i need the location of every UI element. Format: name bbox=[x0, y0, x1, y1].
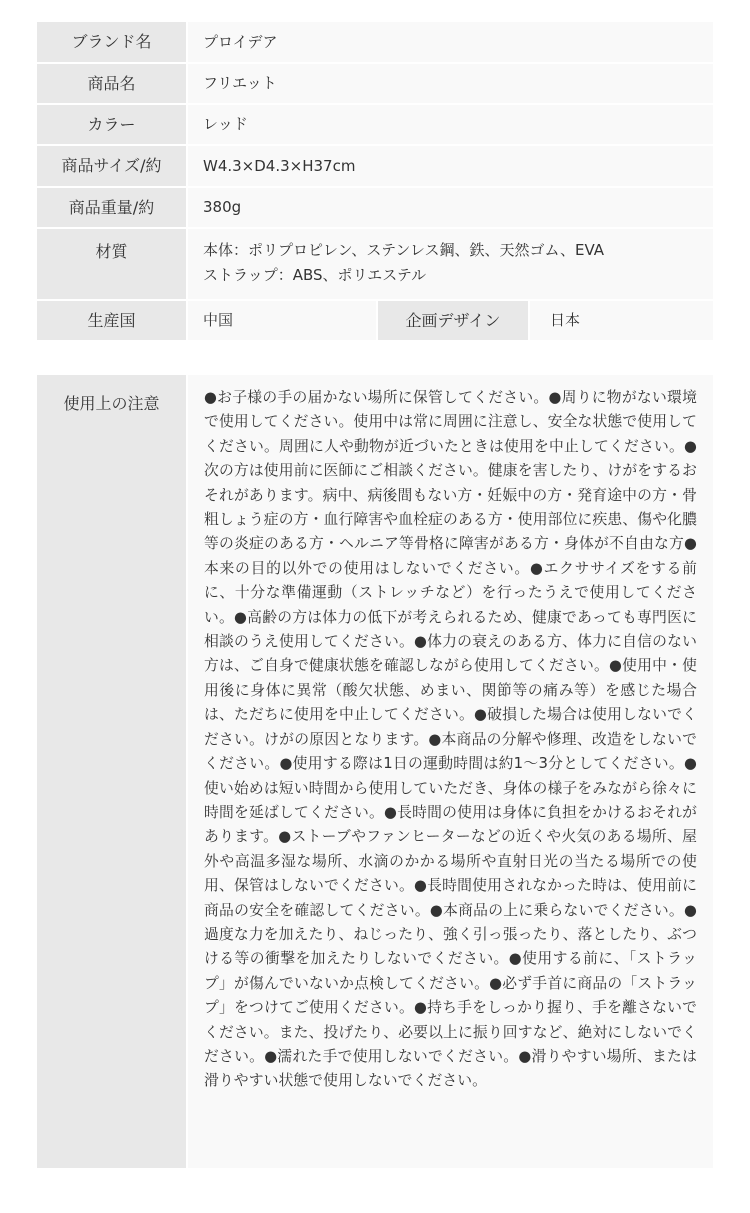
material-value bbox=[188, 229, 713, 299]
spec-table bbox=[37, 22, 713, 342]
origin-label: 生産国 bbox=[37, 301, 186, 340]
size-label: 商品サイズ/約 bbox=[37, 146, 186, 186]
size-value: W4.3×D4.3×H37cm bbox=[188, 146, 713, 186]
origin-design-group bbox=[188, 301, 713, 340]
product-value: フリエット bbox=[188, 64, 713, 103]
color-label: カラー bbox=[37, 105, 186, 144]
design-value: 日本 bbox=[530, 301, 713, 340]
usage-notes-section bbox=[37, 375, 713, 1168]
origin-value: 中国 bbox=[188, 301, 376, 340]
material-label: 材質 bbox=[37, 229, 186, 299]
spec-row-origin bbox=[37, 301, 713, 340]
spec-row-size bbox=[37, 146, 713, 186]
weight-value: 380g bbox=[188, 188, 713, 227]
material-line-body: 本体：ポリプロピレン、ステンレス鋼、鉄、天然ゴム、EVA bbox=[203, 241, 605, 259]
spec-row-weight bbox=[37, 188, 713, 227]
brand-value: プロイデア bbox=[188, 22, 713, 62]
spec-row-material bbox=[37, 229, 713, 299]
brand-label: ブランド名 bbox=[37, 22, 186, 62]
design-label: 企画デザイン bbox=[378, 301, 528, 340]
product-label: 商品名 bbox=[37, 64, 186, 103]
spec-row-product bbox=[37, 64, 713, 103]
color-value: レッド bbox=[188, 105, 713, 144]
spec-row-brand bbox=[37, 22, 713, 62]
weight-label: 商品重量/約 bbox=[37, 188, 186, 227]
material-line-strap: ストラップ：ABS、ポリエステル bbox=[203, 266, 427, 284]
usage-notes-text: ●お子様の手の届かない場所に保管してください。●周りに物がない環境で使用してください。使用中は常に周囲に注意し、安全な状態で使用してください。周囲に人や動物が近づいたときは使用を中止してください。●次の方は使用前に医師にご相談ください。健康を害したり、けがをするおそれがあります。病中、病後間もない方・妊娠中の方・発育途中の方・骨粗しょう症の方・血行障害や血栓症のある方・使用部位に疾患、傷や化膿等の炎症のある方・ヘルニア等骨格に障害がある方・身体が不自由な方●本来の目的以外での使用はしないでください。●エクササイズをする前に、十分な準備運動（ストレッチなど）を行ったうえで使用してください。●高齢の方は体力の低下が考えられるため、健康であっても専門医に相談のうえ使用してください。●体力の衰えのある方、体力に自信のない方は、ご自身で健康状態を確認しながら使用してください。●使用中・使用後に身体に異常（酸欠状態、めまい、関節等の痛み等）を感じた場合は、ただちに使用を中止してください。●破損した場合は使用しないでください。けがの原因となります。●本商品の分解や修理、改造をしないでください。●使用する際は1日の運動時間は約1～3分としてください。●使い始めは短い時間から使用していただき、身体の様子をみながら徐々に時間を延ばしてください。●長時間の使用は身体に負担をかけるおそれがあります。●ストーブやファンヒーターなどの近くや火気のある場所、屋外や高温多湿な場所、水滴のかかる場所や直射日光の当たる場所での使用、保管はしないでください。●長時間使用されなかった時は、使用前に商品の安全を確認してください。●本商品の上に乗らないでください。●過度な力を加えたり、ねじったり、強く引っ張ったり、落としたり、ぶつける等の衝撃を加えたりしないでください。●使用する前に、「ストラップ」が傷んでいないか点検してください。●必ず手首に商品の「ストラップ」をつけてご使用ください。●持ち手をしっかり握り、手を離さないでください。また、投げたり、必要以上に振り回すなど、絶対にしないでください。●濡れた手で使用しないでください。●滑りやすい場所、または滑りやすい状態で使用しないでください。 bbox=[188, 375, 713, 1168]
usage-notes-label: 使用上の注意 bbox=[37, 375, 186, 1168]
spec-row-color bbox=[37, 105, 713, 144]
